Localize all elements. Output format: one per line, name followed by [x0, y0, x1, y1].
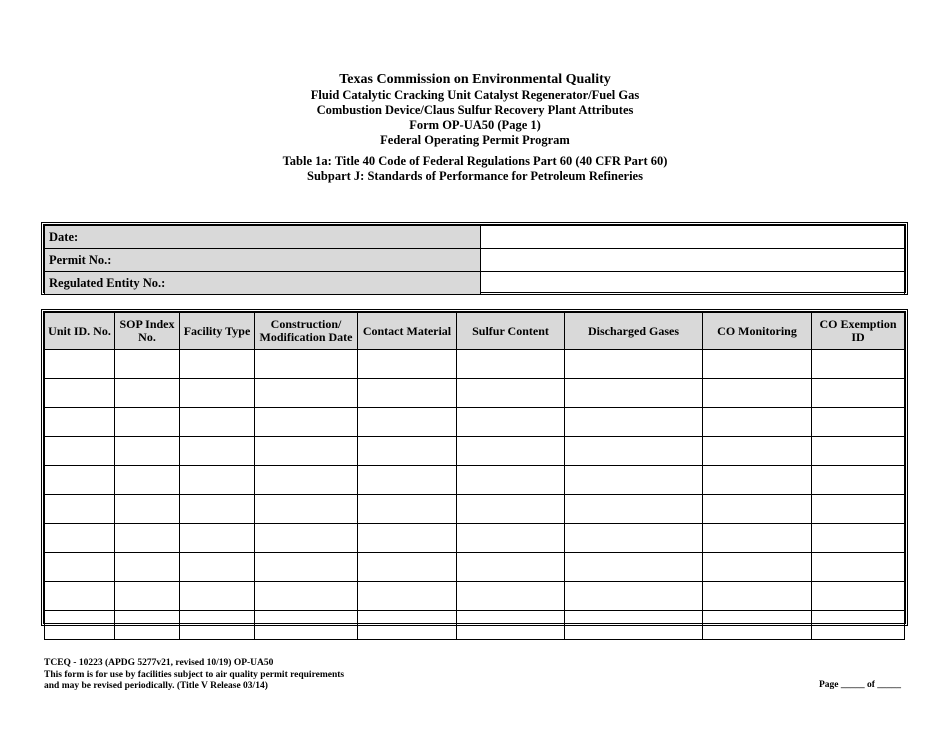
table-cell[interactable]: [812, 611, 905, 640]
table-cell[interactable]: [358, 553, 457, 582]
table-cell[interactable]: [180, 611, 255, 640]
form-number: Form OP-UA50 (Page 1): [409, 118, 541, 132]
column-header-unit-id: Unit ID. No.: [45, 313, 115, 350]
table-cell[interactable]: [255, 582, 358, 611]
table-cell[interactable]: [358, 437, 457, 466]
table-cell[interactable]: [180, 437, 255, 466]
table-cell[interactable]: [457, 408, 565, 437]
table-cell[interactable]: [358, 408, 457, 437]
table-cell[interactable]: [812, 437, 905, 466]
table-cell[interactable]: [565, 524, 703, 553]
table-cell[interactable]: [703, 408, 812, 437]
table-row: [45, 408, 905, 437]
table-row: [45, 437, 905, 466]
table-cell[interactable]: [255, 611, 358, 640]
table-cell[interactable]: [358, 379, 457, 408]
column-header-contact-material: Contact Material: [358, 313, 457, 350]
table-cell[interactable]: [457, 582, 565, 611]
table-cell[interactable]: [115, 379, 180, 408]
table-cell[interactable]: [180, 379, 255, 408]
table-row: [45, 350, 905, 379]
footer-note-2: and may be revised periodically. (Title V Release 03/14): [44, 681, 268, 691]
table-cell[interactable]: [115, 350, 180, 379]
table-cell[interactable]: [457, 350, 565, 379]
table-cell[interactable]: [180, 553, 255, 582]
form-subtitle-line-2: Combustion Device/Claus Sulfur Recovery Plant Attributes: [316, 103, 634, 117]
table-cell[interactable]: [180, 495, 255, 524]
table-cell[interactable]: [115, 524, 180, 553]
table-cell[interactable]: [812, 466, 905, 495]
footer-note-1: This form is for use by facilities subject to air quality permit requirements: [44, 669, 345, 680]
attributes-table: [41, 309, 908, 626]
table-cell[interactable]: [180, 408, 255, 437]
table-row: [45, 466, 905, 495]
table-cell[interactable]: [703, 582, 812, 611]
table-cell[interactable]: [115, 495, 180, 524]
table-cell[interactable]: [115, 582, 180, 611]
table-cell[interactable]: [457, 379, 565, 408]
table-cell[interactable]: [812, 553, 905, 582]
date-label: Date:: [45, 226, 481, 249]
table-cell[interactable]: [180, 524, 255, 553]
table-cell[interactable]: [358, 524, 457, 553]
table-cell[interactable]: [255, 379, 358, 408]
permit-number-field[interactable]: [481, 249, 905, 272]
subpart-title: Subpart J: Standards of Performance for Petroleum Refineries: [307, 169, 643, 183]
table-cell[interactable]: [45, 495, 115, 524]
table-cell[interactable]: [45, 466, 115, 495]
table-cell[interactable]: [565, 582, 703, 611]
agency-name: Texas Commission on Environmental Quality: [339, 72, 611, 87]
table-cell[interactable]: [812, 495, 905, 524]
table-cell[interactable]: [812, 350, 905, 379]
table-cell[interactable]: [703, 611, 812, 640]
table-cell[interactable]: [703, 437, 812, 466]
table-cell[interactable]: [812, 524, 905, 553]
column-header-co-monitoring: CO Monitoring: [703, 313, 812, 350]
table-cell[interactable]: [358, 466, 457, 495]
table-cell[interactable]: [115, 553, 180, 582]
table-cell[interactable]: [255, 437, 358, 466]
table-cell[interactable]: [115, 466, 180, 495]
table-cell[interactable]: [115, 611, 180, 640]
column-header-construction-date: Construction/ Modification Date: [255, 313, 358, 350]
date-field[interactable]: [481, 226, 905, 249]
regulated-entity-label: Regulated Entity No.:: [45, 272, 481, 295]
column-header-sop-index: SOP Index No.: [115, 313, 180, 350]
table-cell[interactable]: [45, 408, 115, 437]
table-cell[interactable]: [565, 350, 703, 379]
table-cell[interactable]: [703, 466, 812, 495]
table-cell[interactable]: [45, 553, 115, 582]
table-cell[interactable]: [115, 437, 180, 466]
table-cell[interactable]: [180, 350, 255, 379]
footer-form-id: TCEQ - 10223 (APDG 5277v21, revised 10/19) OP-UA50: [44, 658, 274, 668]
table-cell[interactable]: [565, 408, 703, 437]
regulated-entity-field[interactable]: [481, 272, 905, 295]
table-row: [45, 379, 905, 408]
column-header-sulfur-content: Sulfur Content: [457, 313, 565, 350]
table-row: [45, 582, 905, 611]
table-cell[interactable]: [812, 379, 905, 408]
table-cell[interactable]: [457, 553, 565, 582]
table-title: Table 1a: Title 40 Code of Federal Regulations Part 60 (40 CFR Part 60): [282, 154, 668, 168]
table-cell[interactable]: [703, 379, 812, 408]
table-cell[interactable]: [703, 495, 812, 524]
page-number: Page _____ of _____: [818, 680, 901, 690]
table-cell[interactable]: [255, 466, 358, 495]
table-cell[interactable]: [703, 524, 812, 553]
program-name: Federal Operating Permit Program: [380, 133, 570, 147]
permit-info-box: [41, 222, 908, 295]
table-row: [45, 495, 905, 524]
table-cell[interactable]: [45, 611, 115, 640]
table-cell[interactable]: [255, 408, 358, 437]
table-cell[interactable]: [45, 582, 115, 611]
table-cell[interactable]: [565, 495, 703, 524]
form-footer: [44, 658, 344, 693]
table-cell[interactable]: [358, 611, 457, 640]
table-cell[interactable]: [358, 495, 457, 524]
table-cell[interactable]: [703, 553, 812, 582]
table-cell[interactable]: [45, 350, 115, 379]
table-cell[interactable]: [358, 350, 457, 379]
table-row: [45, 524, 905, 553]
table-cell[interactable]: [180, 582, 255, 611]
table-row: [45, 553, 905, 582]
table-cell[interactable]: [180, 466, 255, 495]
table-cell[interactable]: [115, 408, 180, 437]
table-cell[interactable]: [255, 495, 358, 524]
table-cell[interactable]: [812, 582, 905, 611]
form-header: [0, 72, 950, 184]
column-header-facility-type: Facility Type: [180, 313, 255, 350]
column-header-discharged-gases: Discharged Gases: [565, 313, 703, 350]
table-cell[interactable]: [457, 437, 565, 466]
table-cell[interactable]: [45, 524, 115, 553]
table-row: [45, 611, 905, 640]
table-cell[interactable]: [45, 437, 115, 466]
table-cell[interactable]: [565, 553, 703, 582]
permit-number-label: Permit No.:: [45, 249, 481, 272]
table-cell[interactable]: [703, 350, 812, 379]
table-cell[interactable]: [358, 582, 457, 611]
table-cell[interactable]: [45, 379, 115, 408]
table-cell[interactable]: [565, 611, 703, 640]
table-cell[interactable]: [255, 350, 358, 379]
table-cell[interactable]: [457, 466, 565, 495]
table-cell[interactable]: [565, 437, 703, 466]
table-cell[interactable]: [255, 553, 358, 582]
table-cell[interactable]: [457, 524, 565, 553]
table-cell[interactable]: [457, 611, 565, 640]
column-header-co-exemption: CO Exemption ID: [812, 313, 905, 350]
table-cell[interactable]: [565, 379, 703, 408]
table-cell[interactable]: [565, 466, 703, 495]
table-cell[interactable]: [812, 408, 905, 437]
table-cell[interactable]: [457, 495, 565, 524]
form-subtitle-line-1: Fluid Catalytic Cracking Unit Catalyst Regenerator/Fuel Gas: [310, 88, 640, 102]
table-cell[interactable]: [255, 524, 358, 553]
